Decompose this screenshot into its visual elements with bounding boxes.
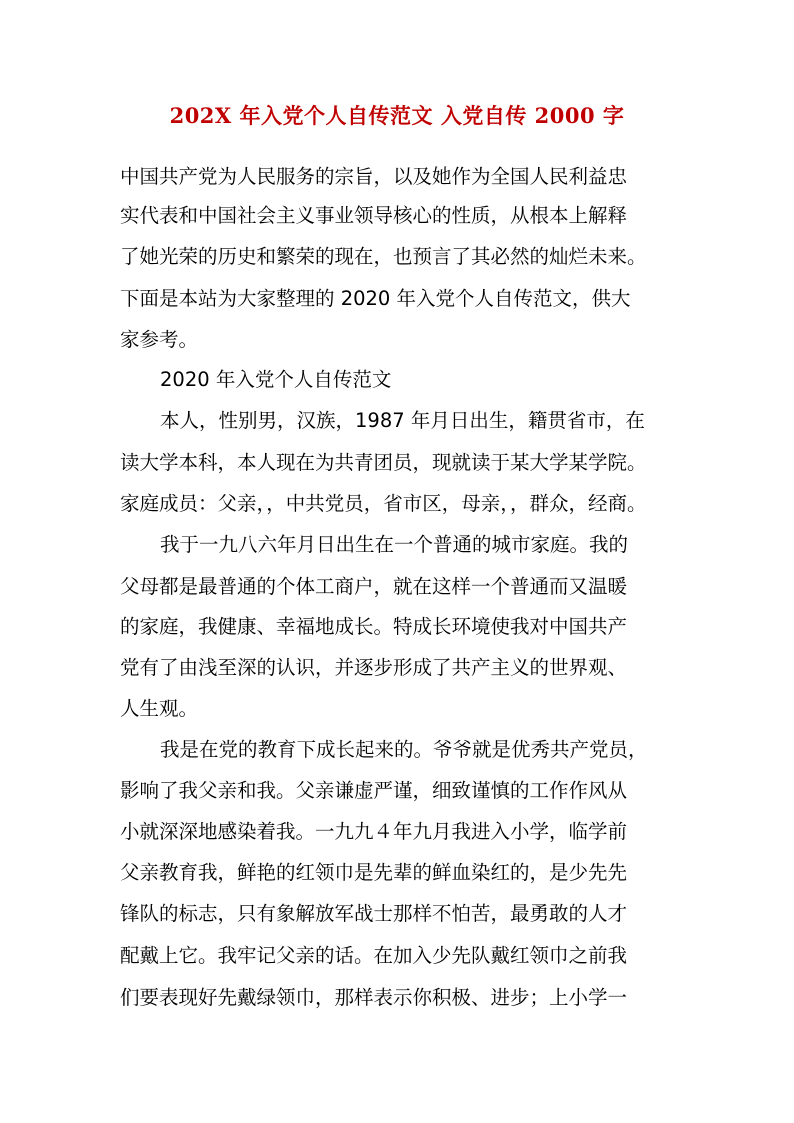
paragraph-line: 读大学本科，本人现在为共青团员，现就读于某大学某学院。: [120, 451, 647, 474]
paragraph-line: 本人，性别男，汉族，1987 年月日出生，籍贯省市，在: [160, 409, 645, 432]
paragraph-line: 中国共产党为人民服务的宗旨，以及她作为全国人民利益忠: [120, 165, 628, 188]
paragraph-line: 影响了我父亲和我。父亲谦虚严谨，细致谨慎的工作作风从: [120, 779, 628, 802]
paragraph-line: 党有了由浅至深的认识，并逐步形成了共产主义的世界观、: [120, 656, 628, 679]
section-heading: 2020 年入党个人自传范文: [160, 368, 392, 391]
paragraph-line: 我是在党的教育下成长起来的。爷爷就是优秀共产党员，: [160, 738, 648, 761]
document-title: 202X 年入党个人自传范文 入党自传 2000 字: [169, 103, 625, 128]
paragraph-line: 父母都是最普通的个体工商户，就在这样一个普通而又温暖: [120, 575, 628, 598]
paragraph-line: 实代表和中国社会主义事业领导核心的性质，从根本上解释: [120, 204, 628, 227]
paragraph-line: 配戴上它。我牢记父亲的话。在加入少先队戴红领巾之前我: [120, 944, 628, 967]
paragraph-line: 下面是本站为大家整理的 2020 年入党个人自传范文，供大: [120, 287, 631, 310]
paragraph-line: 家参考。: [120, 328, 199, 351]
paragraph-line: 人生观。: [120, 697, 199, 720]
paragraph-line: 父亲教育我，鲜艳的红领巾是先辈的鲜血染红的，是少先先: [120, 861, 628, 884]
paragraph-line: 我于一九八六年月日出生在一个普通的城市家庭。我的: [160, 533, 629, 556]
paragraph-line: 们要表现好先戴绿领巾，那样表示你积极、进步；上小学一: [120, 986, 628, 1009]
paragraph-line: 的家庭，我健康、幸福地成长。特成长环境使我对中国共产: [120, 615, 628, 638]
paragraph-line: 了她光荣的历史和繁荣的现在，也预言了其必然的灿烂未来。: [120, 245, 647, 268]
paragraph-line: 小就深深地感染着我。一九九４年九月我进入小学，临学前: [120, 820, 628, 843]
paragraph-line: 锋队的标志，只有象解放军战士那样不怕苦，最勇敢的人才: [120, 902, 628, 925]
paragraph-line: 家庭成员：父亲，，中共党员，省市区，母亲，，群众，经商。: [120, 492, 647, 515]
